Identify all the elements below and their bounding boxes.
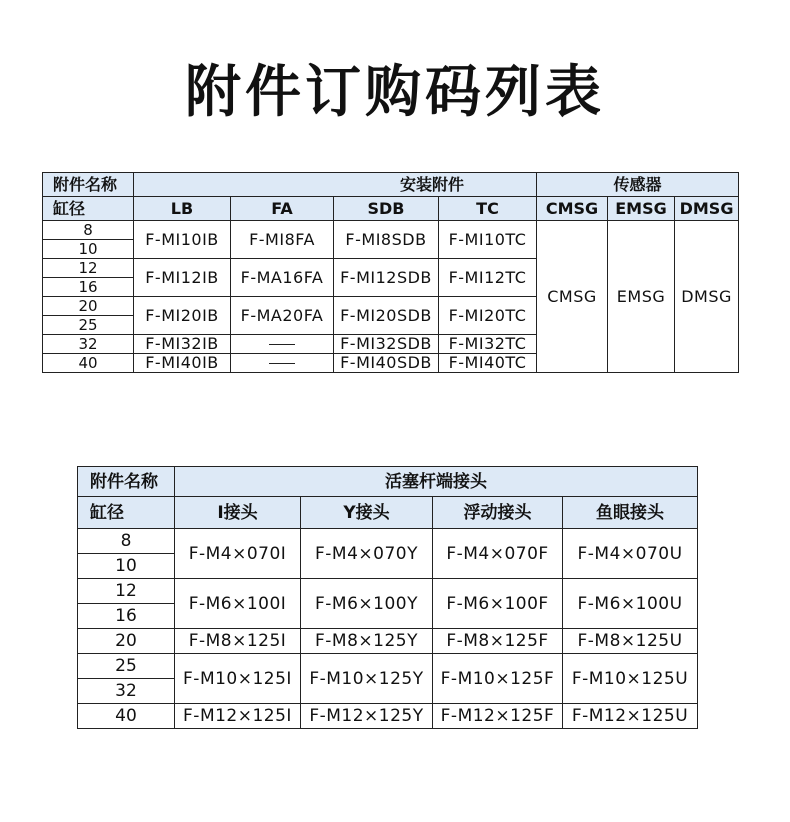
corner-label-accessory: 附件名称 [78, 467, 175, 497]
fa-code: F-MA16FA [231, 259, 334, 297]
group-header-rod-end: 活塞杆端接头 [175, 467, 698, 497]
lb-code: F-MI12IB [134, 259, 231, 297]
page-title: 附件订购码列表 [185, 60, 605, 125]
col-header-i-joint: I接头 [175, 497, 301, 529]
bore-cell: 25 [78, 654, 175, 679]
i-joint-code: F-M10×125I [175, 654, 301, 704]
col-header-lb: LB [134, 197, 231, 221]
corner-label-bore: 缸径 [78, 497, 175, 529]
fa-code: F-MI8FA [231, 221, 334, 259]
sensor-dmsg: DMSG [675, 221, 739, 373]
mounting-accessory-table [42, 172, 739, 373]
bore-cell: 12 [43, 259, 134, 278]
rod-eye-joint-code: F-M12×125U [563, 704, 698, 729]
corner-label-accessory: 附件名称 [43, 173, 134, 197]
sdb-code: F-MI40SDB [334, 354, 439, 373]
lb-code: F-MI10IB [134, 221, 231, 259]
sdb-code: F-MI8SDB [334, 221, 439, 259]
col-header-floating-joint: 浮动接头 [433, 497, 563, 529]
fa-not-available [231, 335, 334, 354]
bore-cell: 8 [78, 529, 175, 554]
bore-cell: 32 [43, 335, 134, 354]
bore-cell: 20 [43, 297, 134, 316]
floating-joint-code: F-M8×125F [433, 629, 563, 654]
sdb-code: F-MI32SDB [334, 335, 439, 354]
y-joint-code: F-M10×125Y [301, 654, 433, 704]
tc-code: F-MI10TC [439, 221, 537, 259]
fa-not-available [231, 354, 334, 373]
col-header-rod-eye-joint: 鱼眼接头 [563, 497, 698, 529]
rod-eye-joint-code: F-M10×125U [563, 654, 698, 704]
sensor-emsg: EMSG [608, 221, 675, 373]
sdb-code: F-MI12SDB [334, 259, 439, 297]
dash-mark [269, 344, 295, 345]
col-header-dmsg: DMSG [675, 197, 739, 221]
floating-joint-code: F-M12×125F [433, 704, 563, 729]
group-header-mounting: 安装附件 [134, 173, 537, 197]
fa-code: F-MA20FA [231, 297, 334, 335]
y-joint-code: F-M12×125Y [301, 704, 433, 729]
bore-cell: 20 [78, 629, 175, 654]
rod-eye-joint-code: F-M8×125U [563, 629, 698, 654]
col-header-fa: FA [231, 197, 334, 221]
i-joint-code: F-M8×125I [175, 629, 301, 654]
tc-code: F-MI12TC [439, 259, 537, 297]
sensor-cmsg: CMSG [537, 221, 608, 373]
floating-joint-code: F-M4×070F [433, 529, 563, 579]
y-joint-code: F-M6×100Y [301, 579, 433, 629]
col-header-tc: TC [439, 197, 537, 221]
bore-cell: 12 [78, 579, 175, 604]
tc-code: F-MI32TC [439, 335, 537, 354]
corner-label-bore: 缸径 [43, 197, 134, 221]
col-header-sdb: SDB [334, 197, 439, 221]
rod-eye-joint-code: F-M4×070U [563, 529, 698, 579]
i-joint-code: F-M4×070I [175, 529, 301, 579]
rod-end-joint-table [77, 466, 698, 729]
bore-cell: 40 [78, 704, 175, 729]
group-header-sensor: 传感器 [537, 173, 739, 197]
tc-code: F-MI20TC [439, 297, 537, 335]
i-joint-code: F-M12×125I [175, 704, 301, 729]
bore-cell: 10 [78, 554, 175, 579]
i-joint-code: F-M6×100I [175, 579, 301, 629]
rod-eye-joint-code: F-M6×100U [563, 579, 698, 629]
lb-code: F-MI40IB [134, 354, 231, 373]
col-header-y-joint: Y接头 [301, 497, 433, 529]
bore-cell: 16 [43, 278, 134, 297]
col-header-cmsg: CMSG [537, 197, 608, 221]
bore-cell: 16 [78, 604, 175, 629]
lb-code: F-MI20IB [134, 297, 231, 335]
floating-joint-code: F-M6×100F [433, 579, 563, 629]
sdb-code: F-MI20SDB [334, 297, 439, 335]
bore-cell: 10 [43, 240, 134, 259]
bore-cell: 32 [78, 679, 175, 704]
y-joint-code: F-M8×125Y [301, 629, 433, 654]
bore-cell: 25 [43, 316, 134, 335]
bore-cell: 8 [43, 221, 134, 240]
lb-code: F-MI32IB [134, 335, 231, 354]
tc-code: F-MI40TC [439, 354, 537, 373]
dash-mark [269, 363, 295, 364]
bore-cell: 40 [43, 354, 134, 373]
col-header-emsg: EMSG [608, 197, 675, 221]
y-joint-code: F-M4×070Y [301, 529, 433, 579]
floating-joint-code: F-M10×125F [433, 654, 563, 704]
